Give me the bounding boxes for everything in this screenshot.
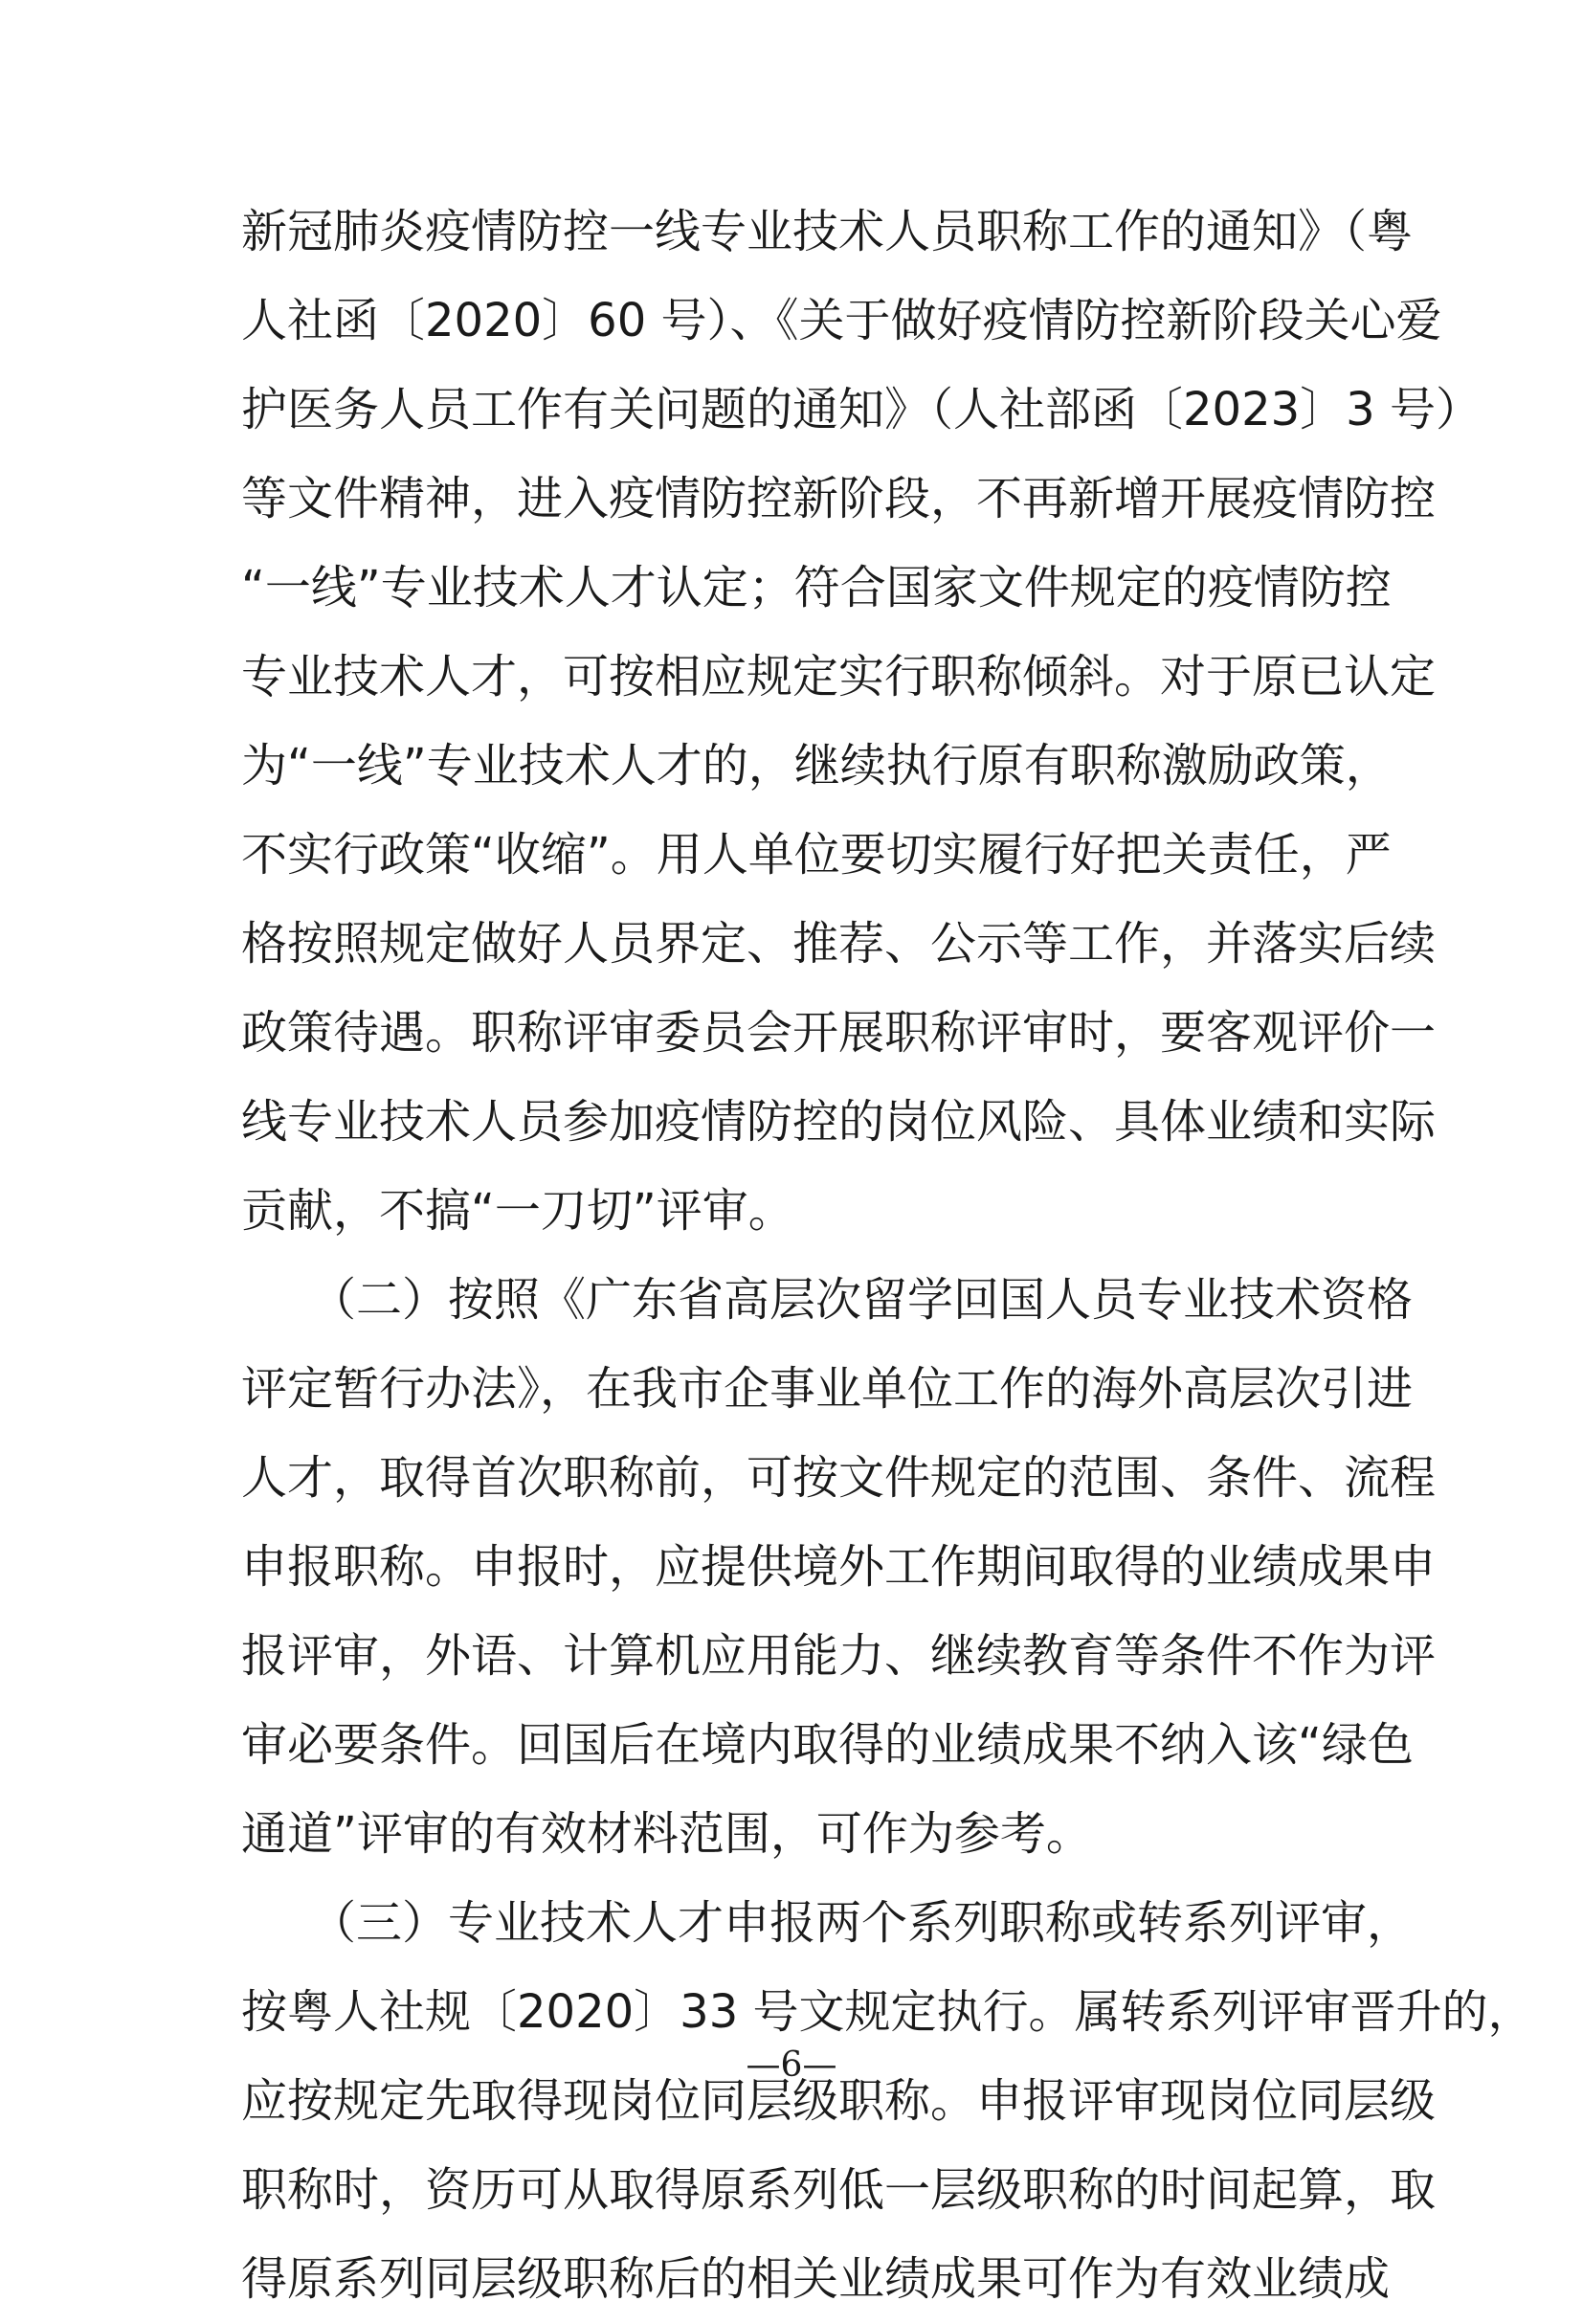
text-line: 专业技术人才，可按相应规定实行职称倾斜。对于原已认定 xyxy=(241,650,1437,704)
text-line: 报评审，外语、计算机应用能力、继续教育等条件不作为评 xyxy=(241,1629,1437,1683)
text-line: 新冠肺炎疫情防控一线专业技术人员职称工作的通知》（粤 xyxy=(241,205,1414,258)
text-line: 通道”评审的有效材料范围，可作为参考。 xyxy=(241,1807,1092,1861)
text-line: 不实行政策“收缩”。用人单位要切实履行好把关责任，严 xyxy=(241,828,1392,882)
text-line: 贡献，不搞“一刀切”评审。 xyxy=(241,1184,794,1238)
text-line: （三）专业技术人才申报两个系列职称或转系列评审， xyxy=(241,1896,1414,1950)
body-text xyxy=(241,188,1534,2324)
text-line: 按粤人社规〔2020〕33 号文规定执行。属转系列评审晋升的， xyxy=(241,1985,1534,2039)
text-line: 得原系列同层级职称后的相关业绩成果可作为有效业绩成 xyxy=(241,2252,1391,2306)
text-line: 为“一线”专业技术人才的，继续执行原有职称激励政策， xyxy=(241,739,1392,793)
text-line: 格按照规定做好人员界定、推荐、公示等工作，并落实后续 xyxy=(241,917,1437,971)
text-line: “一线”专业技术人才认定；符合国家文件规定的疫情防控 xyxy=(241,561,1392,615)
text-line: 政策待遇。职称评审委员会开展职称评审时，要客观评价一 xyxy=(241,1006,1437,1060)
text-line: 人才，取得首次职称前，可按文件规定的范围、条件、流程 xyxy=(241,1451,1437,1505)
text-line: 等文件精神，进入疫情防控新阶段，不再新增开展疫情防控 xyxy=(241,472,1437,525)
text-line: 评定暂行办法》，在我市企事业单位工作的海外高层次引进 xyxy=(241,1362,1414,1416)
text-line: 应按规定先取得现岗位同层级职称。申报评审现岗位同层级 xyxy=(241,2074,1437,2128)
text-line: 线专业技术人员参加疫情防控的岗位风险、具体业绩和实际 xyxy=(241,1095,1437,1149)
text-line: 申报职称。申报时，应提供境外工作期间取得的业绩成果申 xyxy=(241,1540,1437,1594)
text-line: 人社函〔2020〕60 号）、《关于做好疫情防控新阶段关心爱 xyxy=(241,294,1442,347)
text-line: 职称时，资历可从取得原系列低一层级职称的时间起算，取 xyxy=(241,2163,1437,2217)
text-line: 审必要条件。回国后在境内取得的业绩成果不纳入该“绿色 xyxy=(241,1718,1414,1772)
text-line: （二）按照《广东省高层次留学回国人员专业技术资格 xyxy=(241,1273,1414,1327)
text-line: 护医务人员工作有关问题的通知》（人社部函〔2023〕3 号） xyxy=(241,383,1482,436)
page-number: —6— xyxy=(746,2045,837,2085)
